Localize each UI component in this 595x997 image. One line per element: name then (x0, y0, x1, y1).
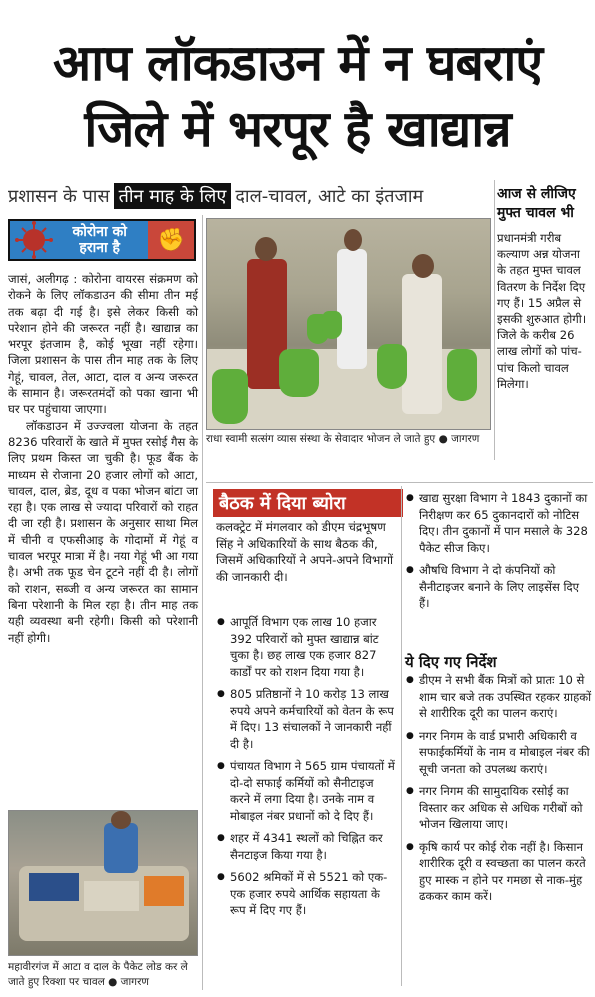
logo-slogan-line-1: कोरोना को (72, 223, 127, 240)
article-paragraph-2: लॉकडाउन में उज्ज्वला योजना के तहत 8236 परिवारों के खाते में मुफ्त रसोई गैस के लिए प्रथम किस्त जा चुकी है। फूड बैंक के माध्यम से रोजाना 20 हजार लोगों को आटा, चावल, दाल, ब्रेड, दूध व पका भोजन बांटा जा रहा है। एक लाख से ज्यादा परिवारों को राहत दी जा रही है। प्रशासन के अनुसार साथा मिल में चीनी व एफसीआइ के गोदामों में गेहूं व चावल भरपूर मात्रा में है। नया गेहूं भी आ गया है। अभी तक फूड चेन टूटने नहीं दी है। लोगों को राशन, सब्जी व अन्य जरूरत का सामान बिना परेशानी के मिल रहा है। तीन माह तक यही व्यवस्था बनी रहेगी। किसी को परेशानी नहीं होगी। (8, 418, 198, 645)
list-item: ● डीएम ने सभी बैंक मित्रों को प्रातः 10 से शाम चार बजे तक उपस्थित रहकर ग्राहकों से शारीरिक दूरी का पालन कराएं। (405, 672, 593, 722)
main-photo-caption (206, 432, 491, 446)
headline-line-2: जिले में भरपूर है खाद्यान्न (84, 100, 511, 158)
meeting-box-title: बैठक में दिया ब्योरा (213, 489, 403, 517)
column-divider (401, 486, 402, 986)
column-divider (494, 180, 495, 460)
directives-list (405, 672, 593, 911)
right-column-text: प्रधानमंत्री गरीब कल्याण अन्न योजना के तहत मुफ्त चावल वितरण के निर्देश दिए गए हैं। 15 अप्रैल से इसकी शुरुआत होगी। जिले के करीब 26 लाख लोगों को पांच-पांच किलो चावल मिलेगा। (497, 231, 587, 391)
subhead-part-1: प्रशासन के पास (8, 186, 110, 207)
rickshaw-caption-text: महावीरगंज में आटा व दाल के पैकेट लोड कर ले जाते हुए रिक्शा पर चावल (8, 961, 188, 988)
list-item: ● पंचायत विभाग ने 565 ग्राम पंचायतों में दो-दो सफाई कर्मियों को सैनीटाइज करने में लगा दिया है। उनके नाम व मोबाइल नंबर प्रधानों को दे दिए हैं। (216, 758, 396, 824)
subhead-highlight: तीन माह के लिए (114, 183, 232, 209)
logo-slogan-line-2: हराना है (79, 240, 120, 256)
corona-campaign-logo (8, 219, 196, 261)
subheadline (8, 183, 423, 209)
main-photo-credit: ● जागरण (438, 433, 480, 445)
subhead-part-2: दाल-चावल, आटे का इंतजाम (235, 186, 424, 207)
list-item: ● नगर निगम की सामुदायिक रसोई का विस्तार कर अधिक से अधिक गरीबों को भोजन खिलाया जाए। (405, 783, 593, 833)
meeting-box-list (216, 614, 396, 925)
headline-line-1: आप लॉकडाउन में न घबराएं (52, 34, 543, 92)
main-photo-caption-text: राधा स्वामी सत्संग व्यास संस्था के सेवादार भोजन ले जाते हुए (206, 433, 436, 445)
list-item: ● औषधि विभाग ने दो कंपनियों को सैनीटाइजर बनाने के लिए लाइसेंस दिए हैं। (405, 562, 593, 612)
article-paragraph-1: जासं, अलीगढ़ : कोरोना वायरस संक्रमण को रोकने के लिए लॉकडाउन की सीमा तीन मई तक बढ़ा दी गई है। इसे लेकर किसी को परेशान होने की जरूरत नहीं है। खाद्यान्न का भरपूर इंतजाम है, कोई भूखा नहीं रहेगा। जिला प्रशासन के पास तीन माह तक के लिए गेहूं, चावल, तेल, आटा, दाल व अन्य जरूरत के सामान है। जरूरतमंदों को पका खाना भी घर पर पहुंचाया जाएगा। (8, 272, 198, 417)
meeting-box-intro: कलक्ट्रेट में मंगलवार को डीएम चंद्रभूषण सिंह ने अधिकारियों के साथ बैठक की, जिसमें अधिकारियों ने अपने-अपने विभागों की जानकारी दी। (216, 520, 394, 584)
rickshaw-photo (8, 810, 198, 956)
column-divider (202, 215, 203, 990)
list-item: ● 805 प्रतिष्ठानों ने 10 करोड़ 13 लाख रुपये अपने कर्मचारियों को वेतन के रूप में दिए। 13 संचालकों ने जानकारी नहीं दी है। (216, 686, 396, 752)
list-item: ● खाद्य सुरक्षा विभाग ने 1843 दुकानों का निरीक्षण कर 65 दुकानदारों को नोटिस दिए। तीन दुकानों में पान मसाले के 328 पैकेट सीज किए। (405, 490, 593, 556)
virus-icon (13, 221, 55, 259)
rickshaw-photo-credit: ● जागरण (108, 976, 149, 988)
rickshaw-photo-caption (8, 960, 198, 990)
left-article (8, 271, 198, 646)
list-item: ● 5602 श्रमिकों में से 5521 को एक-एक हजार रुपये आर्थिक सहायता के रूप में दिए गए हैं। (216, 869, 396, 919)
list-item: ● शहर में 4341 स्थलों को चिह्नित कर सैनटाइज किया गया है। (216, 830, 396, 863)
right-column-title: आज से लीजिए मुफ्त चावल भी (497, 186, 576, 221)
mid-column-list (405, 490, 593, 618)
list-item: ● कृषि कार्य पर कोई रोक नहीं है। किसान शारीरिक दूरी व स्वच्छता का पालन करते हुए मास्क न होने पर गमछा से नाक-मुंह ढककर काम करें। (405, 839, 593, 905)
list-item: ● नगर निगम के वार्ड प्रभारी अधिकारी व सफाईकर्मियों के नाम व मोबाइल नंबर की सूची जनता को उपलब्ध कराएं। (405, 728, 593, 778)
section-divider (206, 482, 593, 483)
logo-slogan (55, 224, 144, 256)
main-photo (206, 218, 491, 430)
list-item: ● आपूर्ति विभाग एक लाख 10 हजार 392 परिवारों को मुफ्त खाद्यान्न बांट चुका है। छह लाख एक हजार 827 कार्डों पर को राशन दिया गया है। (216, 614, 396, 680)
directives-title: ये दिए गए निर्देश (405, 653, 497, 671)
raised-fist-icon: ✊ (148, 221, 194, 259)
